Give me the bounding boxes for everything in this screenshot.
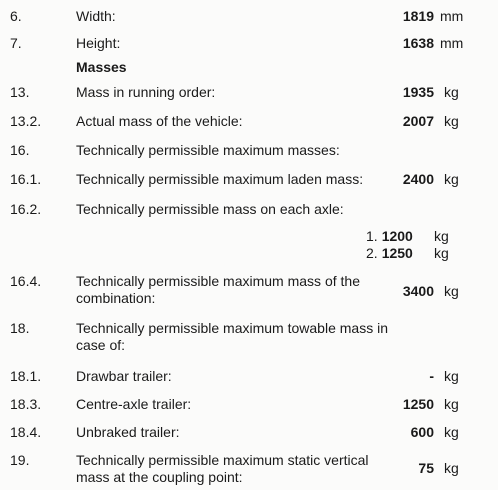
item-unit: kg xyxy=(444,460,459,476)
item-label-line-1: Technically permissible maximum mass of the xyxy=(76,273,360,289)
item-number: 16.4. xyxy=(10,273,42,289)
axle-value: 1250 xyxy=(381,245,413,261)
item-value: 1250 xyxy=(402,396,434,412)
item-number: 13.2. xyxy=(10,113,42,129)
item-number: 18.4. xyxy=(10,424,42,440)
item-label: Technically permissible maximum masses: xyxy=(76,142,340,158)
item-label: Actual mass of the vehicle: xyxy=(76,113,243,129)
item-label: Width: xyxy=(76,8,116,24)
item-label: Unbraked trailer: xyxy=(76,424,180,440)
item-value: 1935 xyxy=(402,84,434,100)
item-label xyxy=(76,452,369,486)
item-label-line-1: Technically permissible maximum static vertical xyxy=(76,452,369,468)
item-label: Height: xyxy=(76,35,121,51)
item-unit: kg xyxy=(444,84,459,100)
item-label-line-1: Technically permissible maximum towable mass in xyxy=(76,320,388,336)
axle-value: 1200 xyxy=(381,228,413,244)
item-value: 2400 xyxy=(402,171,434,187)
item-label-line-2: combination: xyxy=(76,290,156,306)
item-number: 19. xyxy=(10,452,30,468)
item-unit: kg xyxy=(444,396,459,412)
item-label-line-2: mass at the coupling point: xyxy=(76,469,243,485)
axle-index: 2. xyxy=(366,245,378,261)
item-value: 1638 xyxy=(402,35,434,51)
item-number: 6. xyxy=(10,8,22,24)
item-number: 18. xyxy=(10,320,30,336)
axle-unit: kg xyxy=(434,228,449,244)
item-unit: kg xyxy=(444,283,459,299)
axle-unit: kg xyxy=(434,245,449,261)
item-value: 1819 xyxy=(402,8,434,24)
item-number: 13. xyxy=(10,84,30,100)
item-label-line-2: case of: xyxy=(76,337,126,353)
section-heading: Masses xyxy=(76,59,127,75)
item-unit: kg xyxy=(444,368,459,384)
item-label: Technically permissible maximum laden mass: xyxy=(76,171,364,187)
item-unit: kg xyxy=(444,171,459,187)
item-number: 16. xyxy=(10,142,30,158)
axle-entry xyxy=(366,245,449,261)
item-label xyxy=(76,273,360,307)
axle-index: 1. xyxy=(366,228,378,244)
axle-entry xyxy=(366,228,449,244)
item-label: Centre-axle trailer: xyxy=(76,396,192,412)
item-value: - xyxy=(429,368,434,384)
item-unit: mm xyxy=(440,8,464,24)
item-unit: kg xyxy=(444,113,459,129)
item-unit: mm xyxy=(440,35,464,51)
item-label: Drawbar trailer: xyxy=(76,368,172,384)
item-value: 75 xyxy=(418,460,434,476)
item-value: 600 xyxy=(410,424,434,440)
item-number: 16.1. xyxy=(10,171,42,187)
item-number: 16.2. xyxy=(10,201,42,217)
item-unit: kg xyxy=(444,424,459,440)
item-number: 18.1. xyxy=(10,368,42,384)
item-value: 3400 xyxy=(402,283,434,299)
item-label: Technically permissible mass on each axle: xyxy=(76,201,344,217)
item-number: 18.3. xyxy=(10,396,42,412)
item-label: Mass in running order: xyxy=(76,84,216,100)
item-value: 2007 xyxy=(402,113,434,129)
item-number: 7. xyxy=(10,35,22,51)
item-label xyxy=(76,320,388,354)
